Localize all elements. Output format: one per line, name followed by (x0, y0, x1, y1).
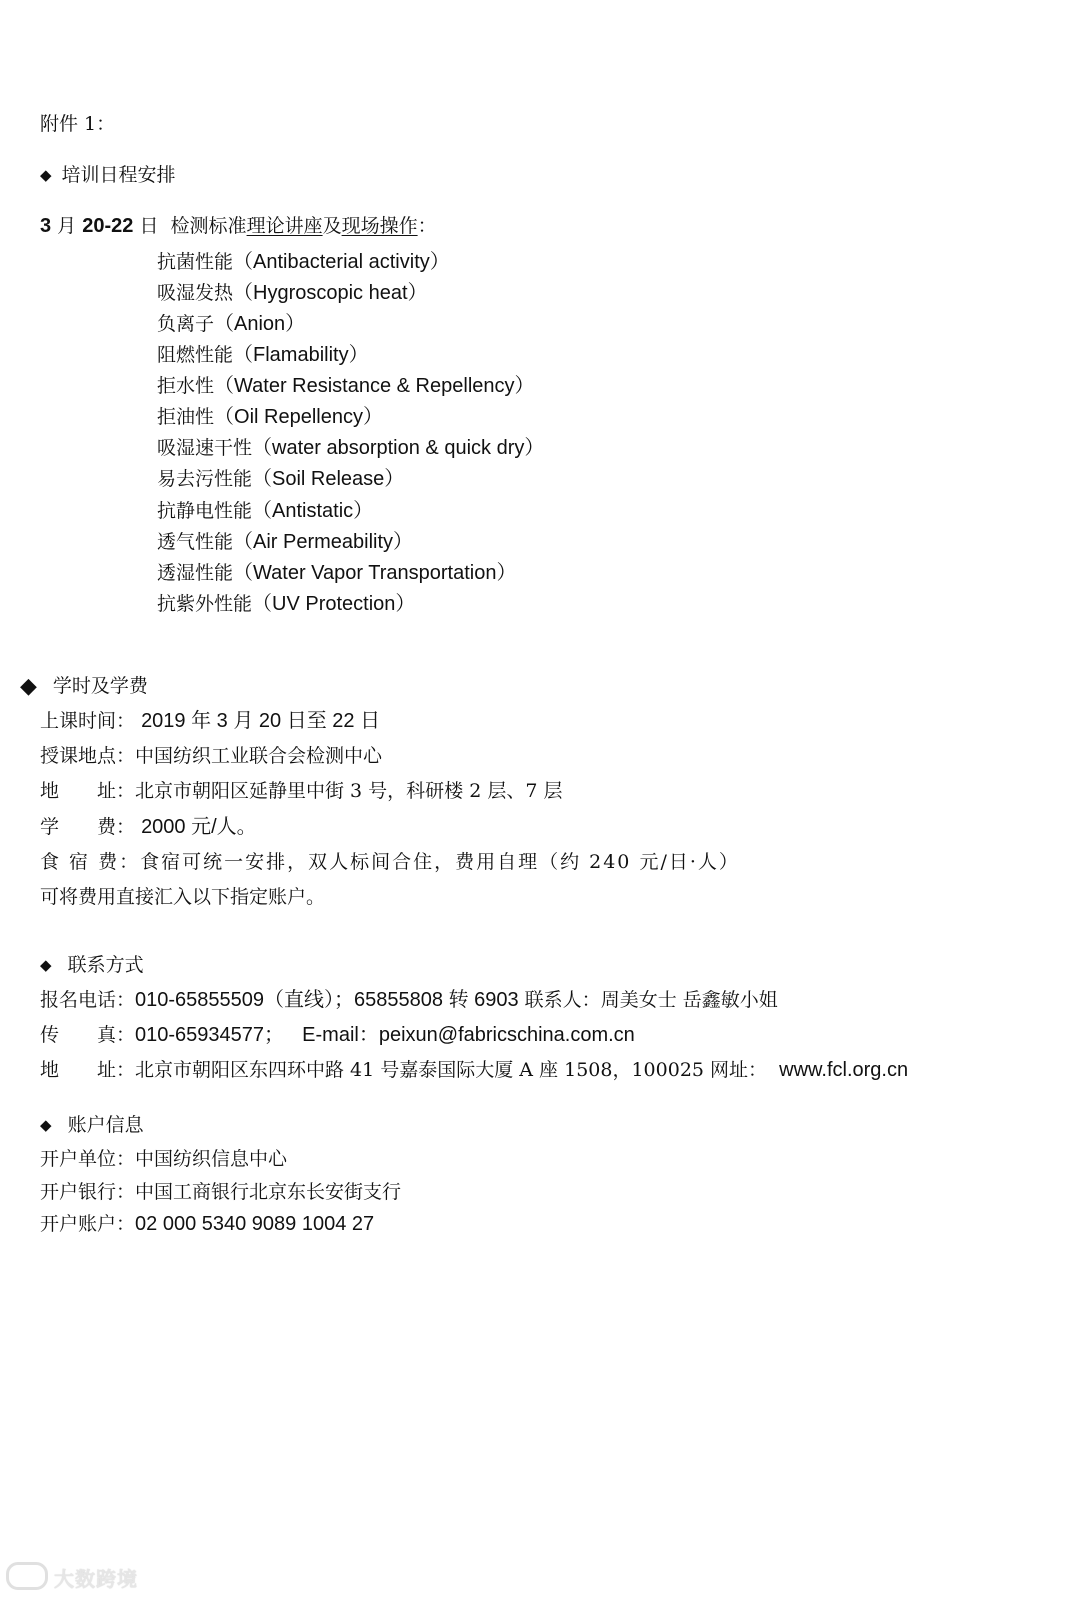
row-value: 北京市朝阳区延静里中街 3 号，科研楼 2 层、7 层 (135, 780, 563, 802)
phone-value: 010-65855509（直线）；65855808 转 6903 (135, 989, 519, 1011)
intro-mid: 及 (322, 215, 342, 237)
item-cn: 吸湿发热 (157, 282, 234, 304)
row-label: 地 址： (40, 780, 136, 802)
watermark-text: 大数跨境 (54, 1567, 138, 1591)
list-item (157, 530, 413, 554)
item-cn: 抗菌性能 (157, 251, 234, 273)
item-en: （Flamability） (233, 344, 369, 366)
row-value: 2019 年 3 月 20 日至 22 日 (141, 710, 381, 732)
item-en: （Soil Release） (252, 468, 405, 490)
list-item (157, 592, 415, 616)
contact-row-address (40, 1058, 908, 1082)
fax-value: 010-65934577； (135, 1024, 285, 1046)
account-heading-text: 账户信息 (67, 1114, 144, 1136)
attachment-label-text: 附件 1： (40, 113, 116, 135)
fees-note-text: 可将费用直接汇入以下指定账户。 (40, 886, 326, 908)
item-cn: 吸湿速干性 (157, 437, 253, 459)
row-value: 中国纺织信息中心 (135, 1148, 288, 1170)
row-value: 食宿可统一安排，双人标间合住，费用自理（约 240 元/日·人） (140, 851, 740, 873)
list-item (157, 343, 369, 367)
address-label: 地 址： (40, 1059, 136, 1081)
diamond-bullet-icon: ◆ (40, 956, 52, 974)
item-en: （Antibacterial activity） (233, 251, 450, 273)
fees-row-accommodation (40, 850, 740, 874)
row-label: 授课地点： (40, 745, 136, 767)
contact-person-value: 周美女士 岳鑫敏小姐 (600, 989, 778, 1011)
item-en: （Oil Repellency） (214, 406, 383, 428)
diamond-bullet-icon: ◆ (40, 1116, 52, 1134)
row-value: 中国工商银行北京东长安街支行 (135, 1181, 402, 1203)
item-en: （Antistatic） (252, 500, 374, 522)
date-days: 20-22 (82, 215, 134, 237)
fees-heading-text: 学时及学费 (52, 675, 148, 697)
row-label: 开户单位： (40, 1148, 136, 1170)
row-value: 中国纺织工业联合会检测中心 (135, 745, 383, 767)
item-cn: 阻燃性能 (157, 344, 234, 366)
item-cn: 透气性能 (157, 531, 234, 553)
theory-lecture-text: 理论讲座 (246, 215, 323, 237)
fees-row-address (40, 779, 562, 803)
address-value: 北京市朝阳区东四环中路 41 号嘉泰国际大厦 A 座 1508，100025 (135, 1059, 704, 1081)
item-cn: 负离子 (157, 313, 215, 335)
item-en: （UV Protection） (252, 593, 416, 615)
website-label: 网址： (710, 1059, 768, 1081)
list-item (157, 250, 450, 274)
website-link[interactable]: www.fcl.org.cn (779, 1059, 909, 1081)
fees-row-tuition (40, 815, 257, 839)
row-label: 学 费： (40, 816, 136, 838)
fees-row-time (40, 709, 380, 733)
row-value: 02 000 5340 9089 1004 27 (135, 1213, 375, 1235)
row-label: 上课时间： (40, 710, 136, 732)
item-en: （Anion） (214, 313, 306, 335)
item-en: （Water Vapor Transportation） (233, 562, 517, 584)
attachment-label (40, 112, 115, 136)
date-month: 3 (40, 215, 52, 237)
date-day-char: 日 (139, 215, 159, 237)
account-row-bank (40, 1180, 401, 1204)
fees-note (40, 885, 325, 909)
item-cn: 拒水性 (157, 375, 215, 397)
schedule-date-line (40, 214, 437, 238)
list-item (157, 499, 373, 523)
item-cn: 抗静电性能 (157, 500, 253, 522)
item-cn: 易去污性能 (157, 468, 253, 490)
list-item (157, 374, 535, 398)
list-item (157, 312, 305, 336)
schedule-heading-text: 培训日程安排 (61, 164, 176, 186)
phone-label: 报名电话： (40, 989, 136, 1011)
intro-prefix: 检测标准 (170, 215, 247, 237)
row-label: 开户账户： (40, 1213, 136, 1235)
item-cn: 抗紫外性能 (157, 593, 253, 615)
watermark (6, 1562, 138, 1592)
item-cn: 拒油性 (157, 406, 215, 428)
list-item (157, 436, 544, 460)
email-link[interactable]: peixun@fabricschina.com.cn (378, 1024, 635, 1046)
date-month-char: 月 (57, 215, 77, 237)
section-heading-schedule (40, 163, 176, 187)
list-item (157, 561, 516, 585)
list-item (157, 405, 383, 429)
item-en: （Water Resistance & Repellency） (214, 375, 535, 397)
section-heading-fees (20, 674, 148, 699)
diamond-bullet-icon: ◆ (40, 166, 52, 184)
section-heading-contact (40, 953, 144, 977)
item-en: （Air Permeability） (233, 531, 414, 553)
contact-person-label: 联系人： (524, 989, 601, 1011)
fees-row-location (40, 744, 382, 768)
contact-row-fax-email (40, 1023, 635, 1047)
section-heading-account (40, 1113, 144, 1137)
diamond-bullet-icon: ◆ (20, 674, 37, 699)
row-value: 2000 元/人。 (141, 816, 257, 838)
row-label: 开户银行： (40, 1181, 136, 1203)
account-row-number (40, 1212, 374, 1236)
account-row-unit (40, 1147, 287, 1171)
onsite-operation-text: 现场操作 (341, 215, 418, 237)
intro-suffix: ： (417, 215, 437, 237)
fax-label: 传 真： (40, 1024, 136, 1046)
item-cn: 透湿性能 (157, 562, 234, 584)
list-item (157, 281, 428, 305)
item-en: （water absorption & quick dry） (252, 437, 545, 459)
contact-row-phone (40, 988, 778, 1012)
list-item (157, 467, 404, 491)
watermark-logo-icon (6, 1562, 48, 1590)
contact-heading-text: 联系方式 (67, 954, 144, 976)
item-en: （Hygroscopic heat） (233, 282, 428, 304)
email-label: E-mail： (302, 1024, 379, 1046)
row-label: 食 宿 费： (40, 851, 141, 873)
